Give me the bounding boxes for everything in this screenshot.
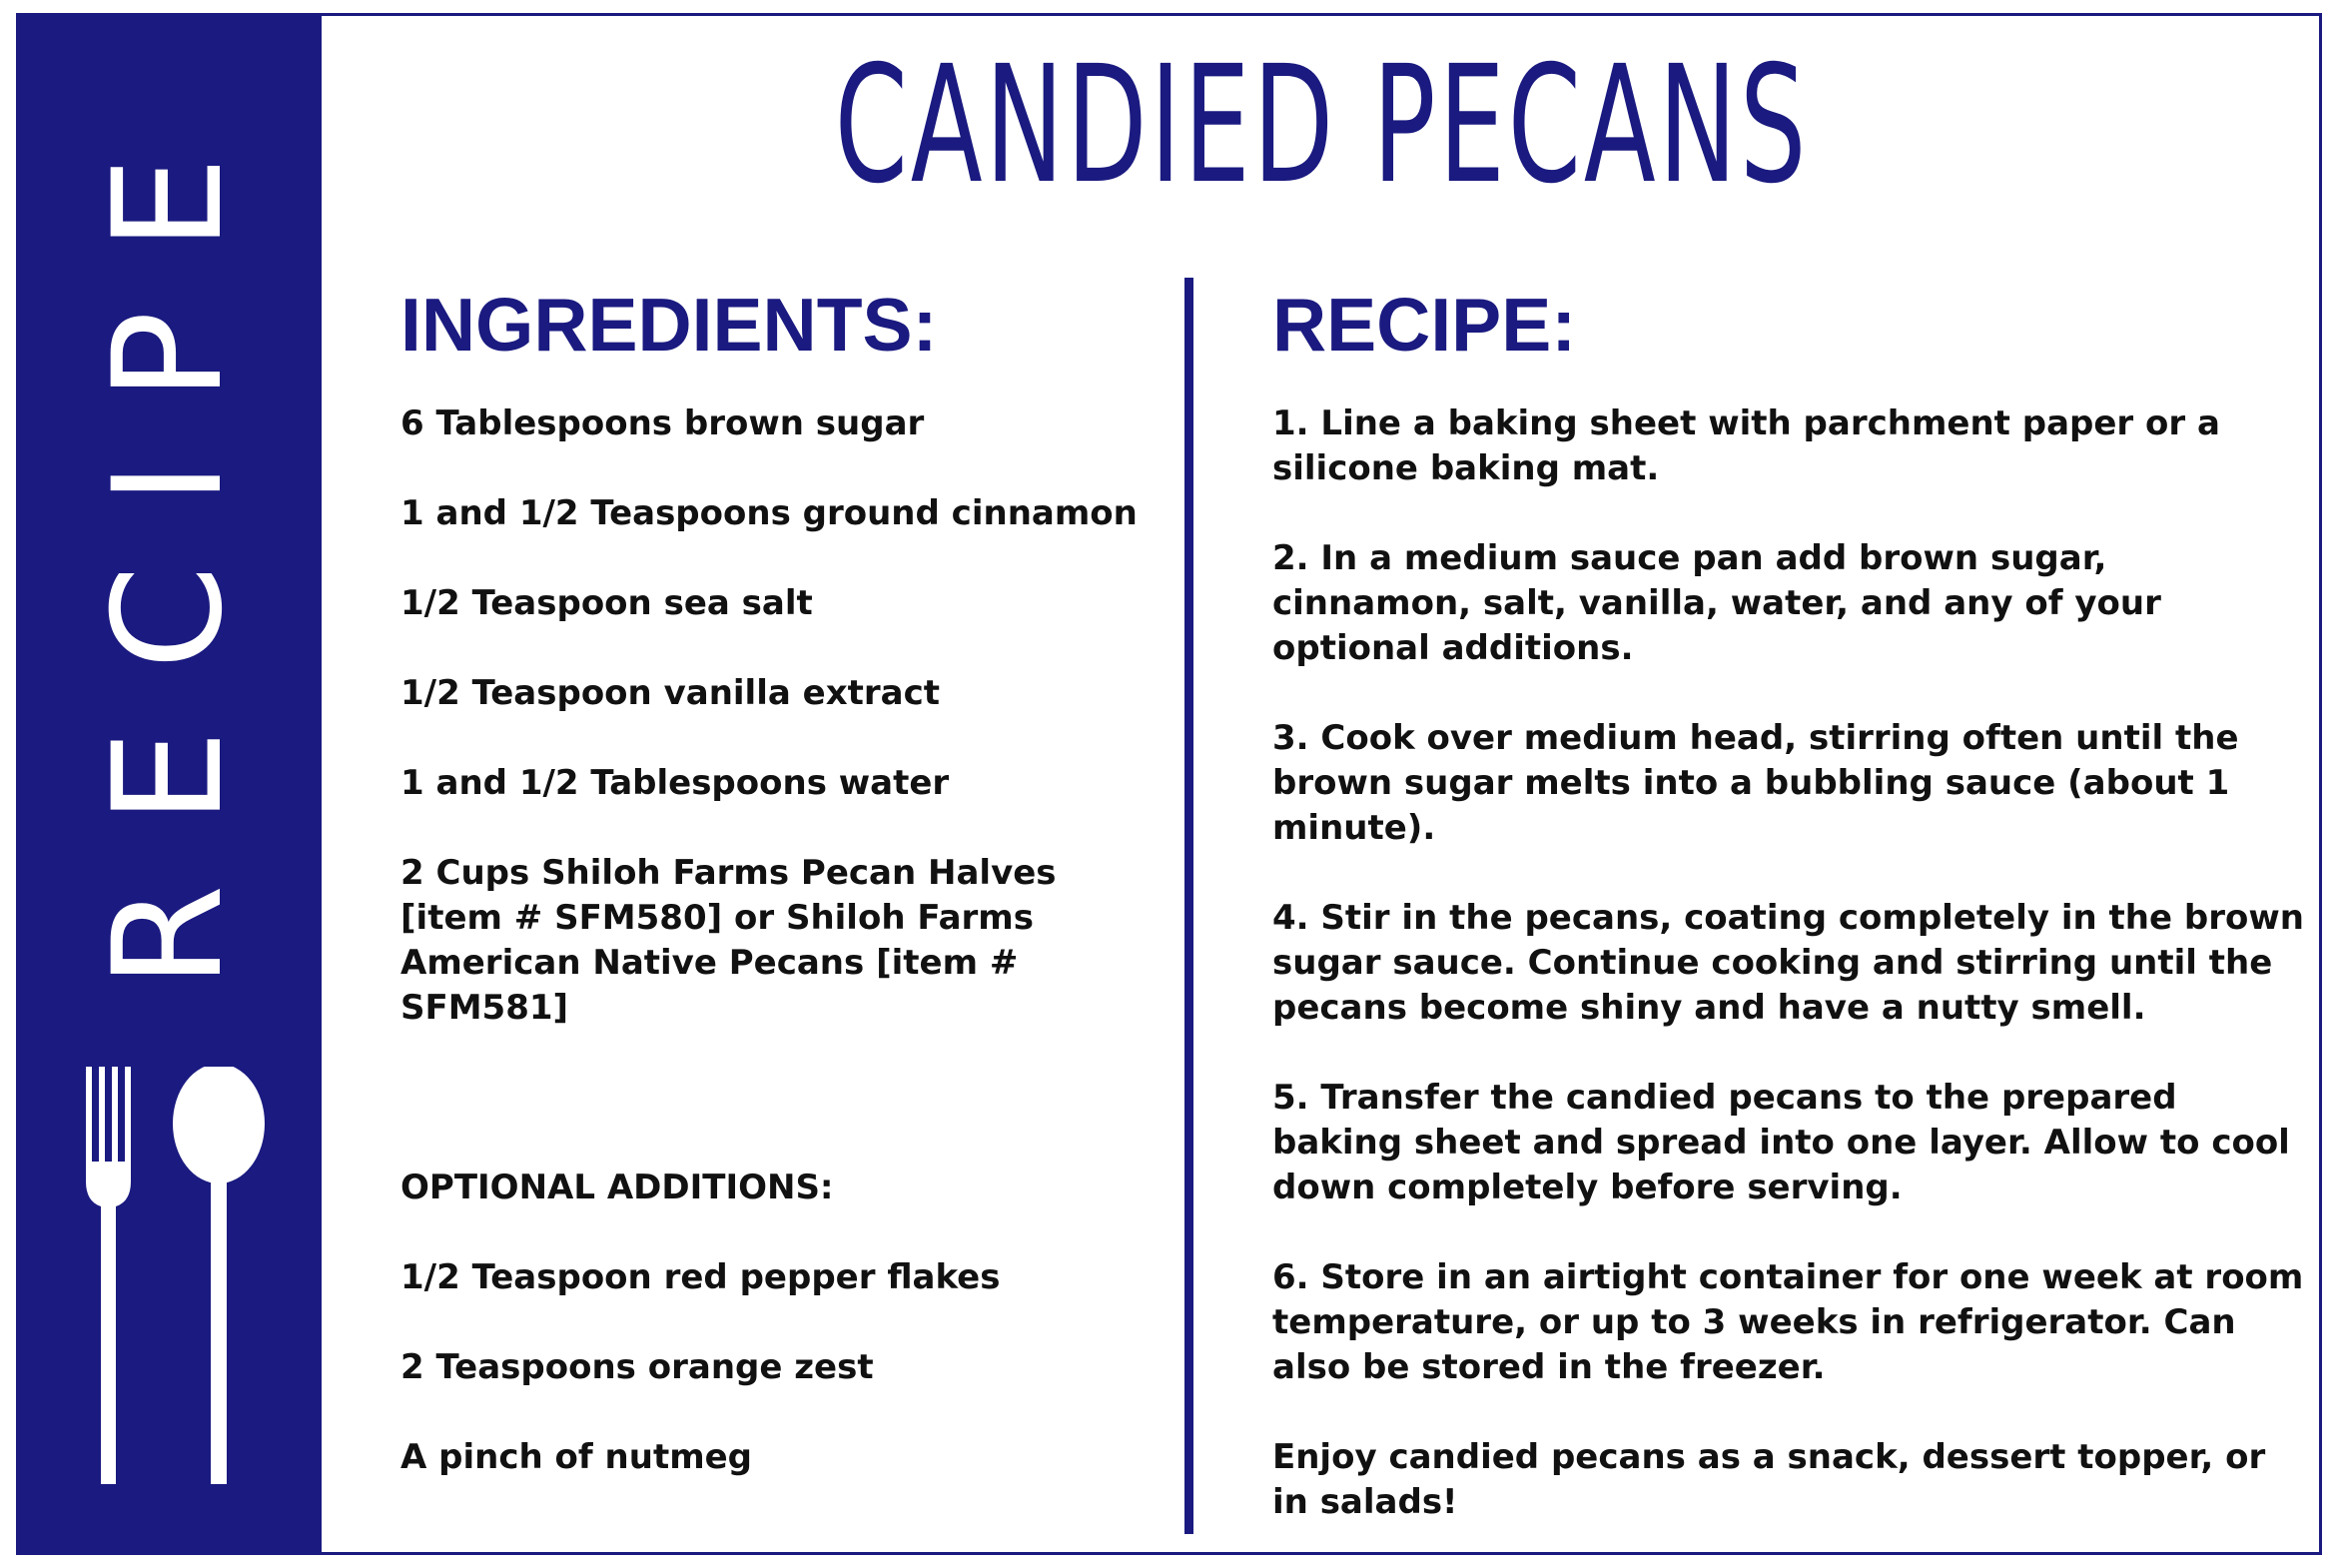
recipe-sidebar: [16, 13, 322, 1555]
recipe-step: 3. Cook over medium head, stirring often until the brown sugar melts into a bubbling sauce (about 1 minute).: [1272, 718, 2239, 848]
ingredients-list: [400, 401, 1160, 1525]
ingredients-heading: INGREDIENTS:: [400, 283, 938, 367]
optional-item: A pinch of nutmeg: [400, 1437, 753, 1477]
ingredient-item: 1/2 Teaspoon vanilla extract: [400, 673, 940, 713]
recipe-step: 2. In a medium sauce pan add brown sugar, cinnamon, salt, vanilla, water, and any of your optional additions.: [1272, 538, 2161, 668]
sidebar-recipe-label: RECIPE: [82, 96, 256, 989]
page-title: CANDIED PECANS: [834, 32, 1810, 220]
recipe-step: 1. Line a baking sheet with parchment paper or a silicone baking mat.: [1272, 403, 2220, 488]
optional-additions-heading: OPTIONAL ADDITIONS:: [400, 1168, 834, 1207]
recipe-heading: RECIPE:: [1272, 283, 1577, 367]
ingredient-item: 1/2 Teaspoon sea salt: [400, 583, 813, 623]
optional-item: 2 Teaspoons orange zest: [400, 1347, 874, 1387]
recipe-step: 6. Store in an airtight container for one week at room temperature, or up to 3 weeks in refrigerator. Can also be stored in the freezer.: [1272, 1257, 2304, 1387]
column-divider: [1184, 278, 1193, 1534]
utensils-icon: [86, 1067, 276, 1486]
ingredient-item: 2 Cups Shiloh Farms Pecan Halves [item # SFM580] or Shiloh Farms American Native Pecans [item # SFM581]: [400, 853, 1057, 1028]
spoon-icon: [173, 1067, 265, 1484]
fork-icon: [86, 1067, 131, 1484]
ingredient-item: 1 and 1/2 Teaspoons ground cinnamon: [400, 493, 1138, 533]
ingredient-item: 1 and 1/2 Tablespoons water: [400, 763, 950, 803]
recipe-closing: Enjoy candied pecans as a snack, dessert topper, or in salads!: [1272, 1437, 2266, 1522]
ingredient-item: 6 Tablespoons brown sugar: [400, 403, 925, 443]
recipe-steps: [1272, 401, 2311, 1568]
recipe-step: 5. Transfer the candied pecans to the prepared baking sheet and spread into one layer. Allow to cool down completely before serving.: [1272, 1078, 2290, 1207]
recipe-step: 4. Stir in the pecans, coating completely in the brown sugar sauce. Continue cooking and stirring until the pecans become shiny and have a nutty smell.: [1272, 898, 2304, 1028]
optional-item: 1/2 Teaspoon red pepper flakes: [400, 1257, 1001, 1297]
